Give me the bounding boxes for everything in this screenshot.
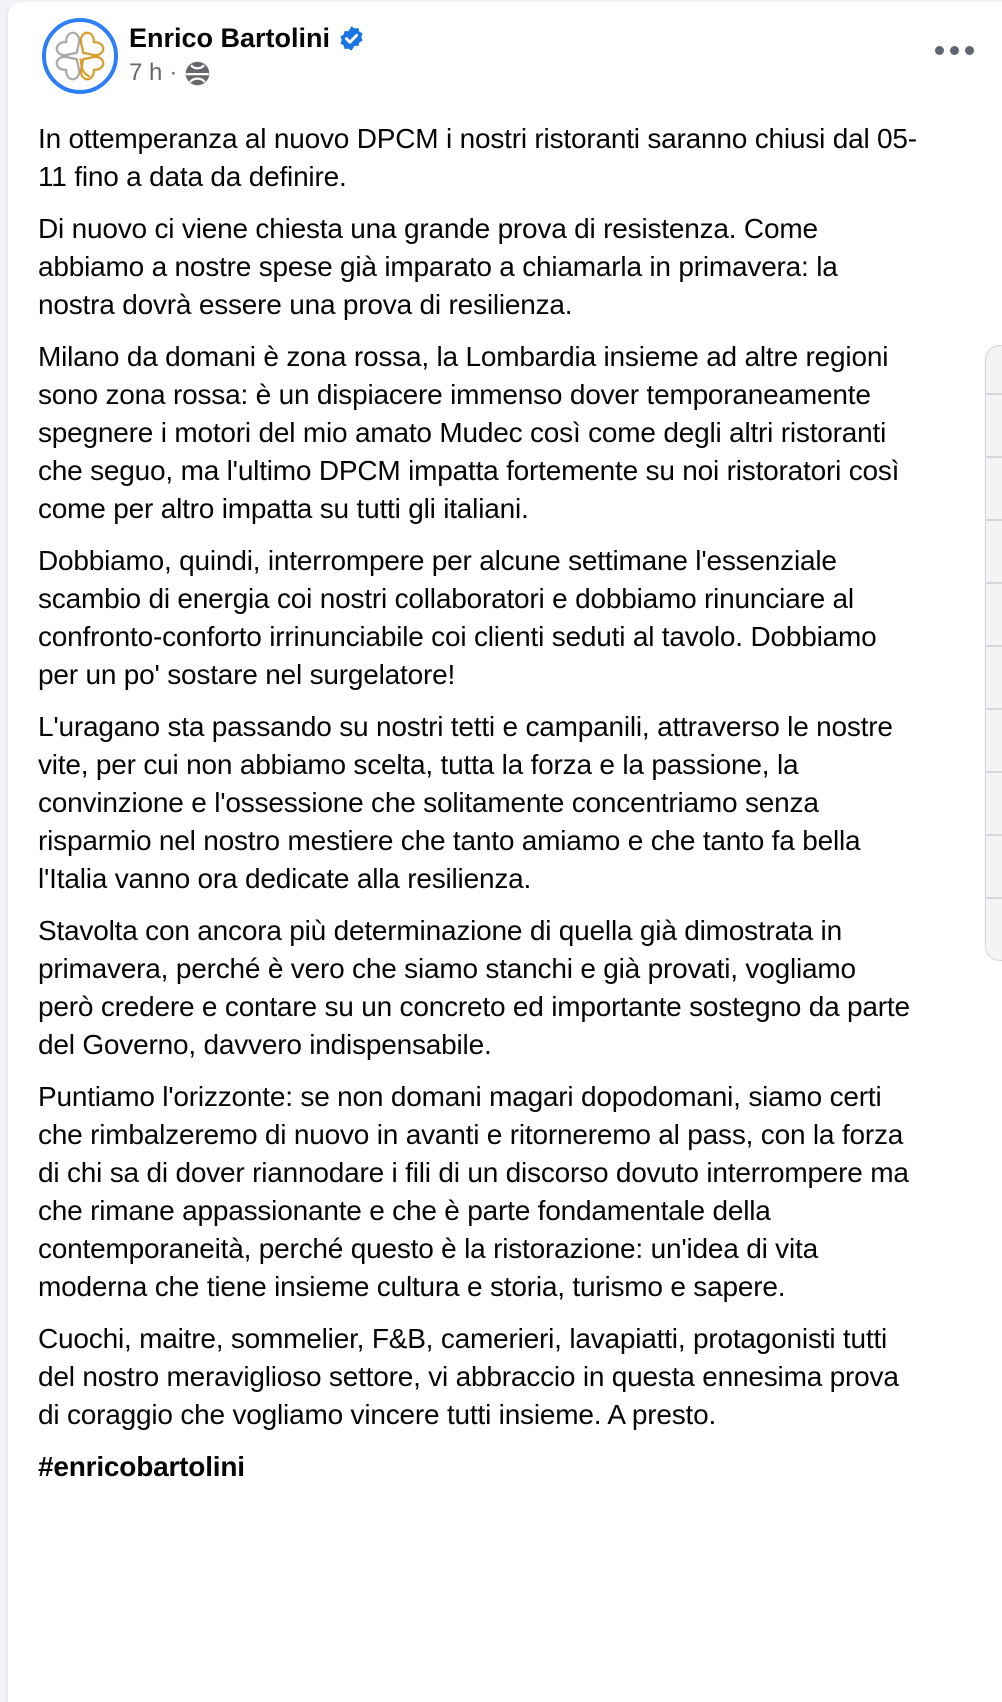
post-paragraph: Stavolta con ancora più determinazione di quella già dimostrata in primavera, perché è vero che siamo stanchi e già provati, vogliamo però credere e contare su un concreto ed importante sostegno da parte del Governo, davvero indispensabile. xyxy=(38,915,910,1060)
hashtag-link[interactable]: #enricobartolini xyxy=(38,1451,245,1482)
clover-logo-icon xyxy=(52,28,108,84)
post-paragraph: Milano da domani è zona rossa, la Lombardia insieme ad altre regioni sono zona rossa: è un dispiacere immenso dover temporaneamente spegnere i motori del mio amato Mudec così come degli altri ristoranti che seguo, ma l'ultimo DPCM impatta fortemente su noi ristoratori così come per altro impatta su tutti gli italiani. xyxy=(38,341,900,524)
post-paragraph: Dobbiamo, quindi, interrompere per alcune settimane l'essenziale scambio di energia coi nostri collaboratori e dobbiamo rinunciare al confronto-conforto irrinunciabile coi clienti seduti al tavolo. Dobbiamo per un po' sostare nel surgelatore! xyxy=(38,545,877,690)
post-paragraph: In ottemperanza al nuovo DPCM i nostri ristoranti saranno chiusi dal 05-11 fino a data da definire. xyxy=(38,123,917,192)
avatar[interactable] xyxy=(42,18,118,94)
post-header xyxy=(8,2,1002,94)
meta-separator: · xyxy=(169,59,178,86)
post-timestamp[interactable]: 7 h xyxy=(129,59,163,86)
header-text xyxy=(129,18,365,87)
post-text xyxy=(8,94,978,1486)
post-card xyxy=(8,2,1002,1702)
globe-icon xyxy=(184,60,211,87)
post-paragraph: L'uragano sta passando su nostri tetti e campanili, attraverso le nostre vite, per cui non abbiamo scelta, tutta la forza e la passione, la convinzione e l'ossessione che solitamente concentriamo senza risparmio nel nostro mestiere che tanto amiamo e che tanto fa bella l'Italia vanno ora dedicate alla resilienza. xyxy=(38,711,893,894)
post-paragraph: Puntiamo l'orizzonte: se non domani magari dopodomani, siamo certi che rimbalzeremo di nuovo in avanti e ritorneremo al pass, con la forza di chi sa di dover riannodare i fili di un discorso dovuto interrompere ma che rimane appassionante e che è parte fondamentale della contemporaneità, perché questo è la ristorazione: un'idea di vita moderna che tiene insieme cultura e storia, turismo e sapere. xyxy=(38,1081,909,1302)
post-paragraph: Cuochi, maitre, sommelier, F&B, camerieri, lavapiatti, protagonisti tutti del nostro meraviglioso settore, vi abbraccio in questa ennesima prova di coraggio che vogliamo vincere tutti insieme. A presto. xyxy=(38,1323,899,1430)
offscreen-card-edge xyxy=(985,345,1002,961)
author-name[interactable]: Enrico Bartolini xyxy=(129,23,331,53)
post-menu-button[interactable] xyxy=(931,42,978,59)
verified-badge-icon xyxy=(338,25,365,52)
post-paragraph: Di nuovo ci viene chiesta una grande prova di resistenza. Come abbiamo a nostre spese già imparato a chiamarla in primavera: la nostra dovrà essere una prova di resilienza. xyxy=(38,213,838,320)
